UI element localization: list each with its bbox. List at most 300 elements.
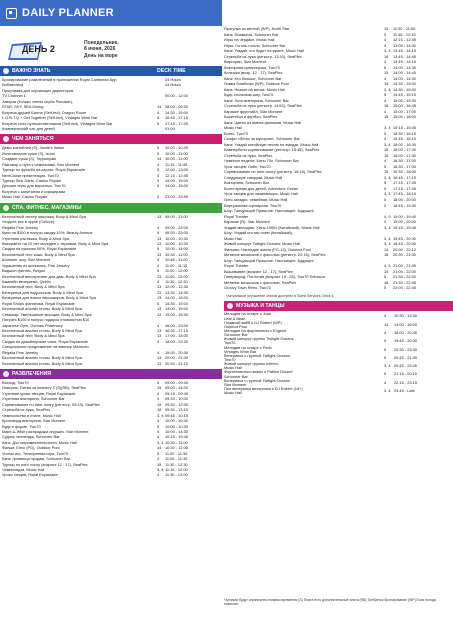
activity-time: 14:00 - 15:00 [165,183,188,189]
activity-list-continued [224,26,453,291]
activity-deck: 16 [157,407,162,413]
activity-name: Канк: Низкое на мечах, Music Hall [224,86,285,92]
music-deck: 4 [384,329,387,335]
activity-deck: 5 [157,120,160,126]
deck-time-header: DECK TIME [157,68,186,74]
music-time: 20:45 - 21:30 [394,354,417,360]
music-event-name: Плавный вайб с DJ Robert (WP) [224,319,282,325]
activity-name: Колешки (возр. 12 - 17), SeaPlex [224,70,283,76]
activity-time: 20:30 - 21:15 [165,360,188,366]
activity-deck: 13 [157,360,162,366]
music-event-venue: Two70 [224,357,236,363]
music-deck: 4 [384,379,387,385]
activity-name: Бесплатный тест, Body & Mind Spa [2,333,65,339]
activity-time: 20:00 - 22:12 [393,246,416,252]
activity-deck: 3, 4 [384,125,391,131]
section-spa-icon [3,205,9,211]
activity-name: Стрельба из лука, SeaPlex [2,407,51,413]
activity-time: 16:00 - 17:30 [393,152,416,158]
activity-time: 19:00 - 20:00 [393,219,416,225]
activity-time: 22:00 - 22:45 [393,285,416,291]
activity-time: 14:00 - 14:30 [393,75,416,81]
activity-name: Судоку челлендж, Schooner Bar [2,434,60,440]
activity-time: 14:45 - 15:15 [393,92,416,98]
music-time: 20:45 - 23:45 [394,363,417,369]
activity-deck: 5 [384,31,387,37]
activity-deck: 15 [384,114,389,120]
activity-deck: 4, 5 [384,263,391,269]
activity-deck: 3 [157,194,160,200]
activity-time: 09:00 - 11:00 [165,213,188,219]
activity-deck: 3, 4 [384,224,391,230]
activity-deck: 4, 5 [384,213,391,219]
activity-name: Канк: Угадай китайскую песню по эмодзи, Music Hall [224,141,319,147]
music-event-name: Живой концерт группы Twilight Oceans [224,336,294,342]
section-spa-title: СПА, ФИТНЕС, МАГАЗИНЫ [12,204,82,211]
activity-time: 14:00 - 14:30 [393,64,416,70]
activity-time: 11:15 - 12:00 [165,467,188,472]
activity-time: 11:00 - 11:30 [165,456,188,462]
activity-name: Бесплатный анализ стопы, Body & Mind Spa [2,306,82,312]
music-event-name: Вечеринка с группой Twilight Oceans [224,377,290,383]
activity-time: 10:00 - 10:30 [165,423,188,429]
activity-deck: 5 [157,246,160,252]
activity-name: Вечеринка для подростков, Body & Mind Spa [2,289,83,295]
activity-deck: 14 [384,81,389,87]
activity-name: Music Hall [224,235,242,241]
day-name: ДЕНЬ 2 [22,44,55,54]
music-time: 10:30 - 13:30 [394,313,417,319]
activity-time: 10:30 - 11:00 [165,439,188,445]
activity-name: Канк: Достопримечательности, Music Hall [2,439,77,445]
activity-deck: 5 [384,92,387,98]
activity-name: Лазертаг: Битва за планету Z (S)(RB), SeaPlex [2,385,86,391]
activity-name: Стрельба из лука (регистр. 14:50), SeaPlex [224,103,302,109]
activity-name: Селфи «Легко за мусором», Schooner Bar [224,136,300,142]
activity-name: Канк: Кто больше, Schooner Bar [224,75,282,81]
activity-name: TV Channel 1 [2,93,26,99]
activity-name: Следующие самураи, Music Hall [224,174,283,180]
activity-deck: 4 [157,456,160,462]
activity-time: 15:00 - 15:30 [393,97,416,103]
activity-name: Метание мешочков с фасолью, SeaPlex [224,279,297,285]
activity-deck: 4 [384,59,387,65]
activity-time: 20:30 - 21:30 [393,252,416,258]
activity-name: Демо коктейлей (S), Jamie's Italian [2,145,65,151]
activity-name: Чемпиондзи, Music Hall [2,467,45,472]
activity-name: Фильмы: Наследие жизни (PG-13), Outdoor Pool [224,246,311,252]
activity-name: Утренние уроки танцев, Royal Esplanade [2,390,76,396]
section-spa-header [0,203,222,213]
activity-deck: 3, 4 [384,141,391,147]
music-event-name: Мелодии на фортепиано с Eugene [224,327,287,333]
activity-name: Викторина суперигроки, Two70 [224,64,280,70]
activity-time: 10:00 - 11:00 [165,156,188,162]
activity-deck: 16 [384,279,389,285]
activity-name: Украшения из шоппинга, Fine Jewelry [2,262,70,268]
activity-deck: 5 [384,163,387,169]
activity-time: 14:30 - 15:00 [393,81,416,87]
section-todo-header [0,134,222,144]
activity-time: 10:15 - 10:45 [165,434,188,440]
activity-deck: 5 [157,183,160,189]
activity-deck: 4 [384,219,387,225]
activity-name: Потрать $100 и получи подарок стоимостью $10 [2,317,90,323]
activity-deck: 15 [384,26,389,31]
activity-time: 15:45 - 16:15 [393,136,416,142]
activity-time: 14:30 - 15:00 [165,109,188,115]
activity-name: Бинго время для детей, Adventure Ocean [224,185,299,191]
music-event-venue: Outdoor Pool [224,323,247,329]
activity-deck: 4 [157,257,160,263]
activity-row [0,361,222,366]
activity-time: 10:00 - 14:30 [165,428,188,434]
activity-name: Встреча соло путешественников (Self-fed), Vintages Wine Bar [2,120,113,126]
activity-row [0,194,222,199]
activity-time: 10:00 - 10:45 [165,145,188,151]
activity-time: 13:45 - 14:15 [393,59,416,65]
activity-name: Royal Theater [224,263,249,269]
activity-name: Вечеринка для новых пассажиров, Body & Mind Spa [2,295,96,301]
day-info [84,40,119,59]
activity-deck: 5 [157,115,160,121]
activity-deck: 4 [384,37,387,43]
activity-name: Regalia Fine Jewelry [2,224,39,230]
activity-name: Угадай мелодию: Хиты 1990х (Китайский), Music Hall [224,224,320,230]
activity-name: Вирсорин, Star Moment [224,59,267,65]
activity-deck: 3 [157,178,160,183]
activity-name: Купи на $300 и получи скидку 10%, Beauty Avenue [2,230,93,236]
activity-deck: 5 [157,145,160,151]
activity-deck: 3, 4 [157,439,164,445]
activity-deck: 3, 4 [157,467,164,472]
activity-name: Утренняя викторина, Schooner Bar [2,396,65,402]
activity-name: Библиотека [2,82,24,88]
activity-time: 13:00 - 14:00 [393,42,416,48]
activity-time: 15:00 - 15:30 [165,311,188,317]
activity-time: 09:30 - 13:15 [165,407,188,413]
activity-deck: 4 [157,338,160,344]
activity-time: 09:30 - 23:00 [165,230,188,236]
activity-row [0,126,222,131]
activity-name: Турнир по пинг-понгу (возраст 12 - 17), SeaPlex [2,461,88,467]
activity-name: Программа для скучающих директоров, [2,87,75,93]
calendar-icon [6,8,17,19]
activity-name: Чемпионство в стиле, Music Hall [2,412,61,418]
activity-time: 11:00 - 11:15 [165,262,188,268]
activity-name: Семинар: Уменьшение морщин, Body & Mind Spa [2,311,92,317]
activity-name: Урок танцев для начинающих, Music Hall [224,191,298,197]
section-entertainment-icon [3,371,9,377]
activity-name: Встреча друзей Билла (Self-fed), Dragon Room [2,109,87,115]
activity-name: Коммерческий час для детей [2,125,55,131]
activity-time: 10:30 - 12:08 [165,445,188,451]
music-event-name: Вечеринка с группой Twilight Oceans [224,352,290,358]
activity-name: Бронирование развлечений в приложении Royal Caribbean App [2,77,117,82]
activity-time: 09:30 - 10:00 [165,396,188,402]
activity-deck: 14 [157,445,162,451]
activity-time: 11:30 - 11:50 [393,26,416,31]
activity-name: Бесплатный анализ стопы, Body & Mind Spa [2,360,82,366]
activity-deck: 5 [384,64,387,70]
music-event-name: Мелодии на гитаре с Juan [224,311,272,317]
activity-time: 09:45 - 10:15 [165,412,188,418]
activity-deck: 15 [157,385,162,391]
music-deck: 5 [384,371,387,377]
activity-name: Шоу: Угадай кто мы поем (Китайский), [224,230,293,236]
activity-deck: 5 [157,450,160,456]
activity-time: 10:00 - 11:00 [165,150,188,156]
activity-time: 24 Hours [165,82,181,88]
activity-deck: 4 [384,158,387,164]
activity-time: 11:30 - 12:00 [165,472,188,478]
activity-name: Будь стильным-шоу, Two70 [224,92,274,98]
activity-deck: 13 [157,213,162,219]
activity-deck: 5 [384,130,387,136]
right-note: *Актуальное улучшение столов доступно в Guest Services, Deck 4. [226,293,335,298]
activity-time: 11:45 - 12:15 [393,31,416,37]
activity-time: 21:00 - 21:45 [393,263,416,269]
activity-deck: 4 [157,396,160,402]
activity-name: STAR, SKY, SEA Dining [2,104,44,110]
activity-name: Будь в форме, Two70 [2,423,41,429]
activity-deck: 4 [384,136,387,142]
activity-time: 17:45 - 18:15 [393,191,416,197]
music-time: 21:15 - 00:15 [394,371,417,377]
activity-time: 16:45 - 17:15 [393,174,416,180]
activity-time: 17:15 - 17:45 [165,120,188,126]
activity-name: Royal Theater [224,213,249,219]
activity-deck: 16 [384,152,389,158]
activity-name: Турнир по фрисби на картах, Royal Esplanade [2,167,85,173]
activity-time: 09:00 - 09:45 [165,380,188,385]
left-column [0,26,222,481]
activity-deck: 3, 4 [384,86,391,92]
music-event-venue: Schooner Bar [224,373,248,379]
activity-name: Утренняя растяжка, Body & Mind Spa [2,235,70,241]
activity-deck: 4 [157,322,160,328]
activity-deck: 14 [384,246,389,252]
activity-time: 16:00 - 16:30 [393,141,416,147]
activity-deck: 13 [157,289,162,295]
activity-name: Бинго, Two70 [224,130,248,136]
activity-deck: 5 [157,150,160,156]
day-date: 8 июня, 2026 [84,46,116,53]
activity-name: Шоппинг шоу, Star Moment [2,257,50,263]
activity-time: 16:30 - 17:00 [393,163,416,169]
activity-deck: 4 [157,161,160,167]
activity-name: Скидки на сумочки 50%, Royal Esplanade [2,246,77,252]
activity-deck: 16 [384,53,389,59]
activity-name: Караоке (R), Star Moment [224,219,270,225]
activity-deck: 16 [384,252,389,258]
activity-name: Канк: Угадай, что будет на ужине, Music Hall [224,48,304,54]
activity-name: Groovy Town Retro, Two70 [224,285,271,291]
activity-deck: 4 [157,349,160,355]
section-todo-list [0,144,222,202]
activity-name: Специальное предложение на ювелир Mikimoto, [2,344,90,350]
activity-name: Прогулка за мечтой (WP), North Star [224,26,290,31]
activity-deck: 3, 4 [384,174,391,180]
activity-time: 11:15 - 11:45 [165,161,188,167]
section-todo-title: ЧЕМ ЗАНЯТЬСЯ [12,136,54,143]
music-time: 14:00 - 16:00 [394,321,417,327]
activity-deck: 3, 4 [384,235,391,241]
activity-deck: 4 [384,42,387,48]
section-entertainment-list [0,379,222,481]
activity-time: 11:30 - 12:30 [165,461,188,467]
activity-name: Make-A-Wish распродажа игрушек, Star Moment [2,428,89,434]
music-time: 18:00 - 20:45 [394,329,417,335]
activity-deck: 16 [384,103,389,109]
activity-name: Кампейн вечеринка, Qeelin [2,279,51,284]
activity-name: Встреча с капитаном и офицерами [2,188,66,194]
activity-time: 19:00 - 19:45 [393,213,416,219]
activity-deck: 4 [157,279,160,284]
activity-deck: 4 [157,390,160,396]
activity-deck: 13 [157,284,162,290]
activity-time: 16:45 - 17:15 [165,115,188,121]
activity-deck: 5 [384,196,387,202]
activity-name: Живой концерт Twilight Oceans, Music Hall [224,241,301,247]
activity-time: 09:00 - 22:00 [165,224,188,230]
activity-time: 24 Hours [165,77,181,82]
activity-name: Виртуальная сценарная, Two70 [224,202,282,208]
activity-deck: 5 [384,202,387,208]
activity-deck: 14 [157,104,162,110]
activity-deck: 4 [157,434,160,440]
activity-deck: 5 [384,180,387,186]
activity-name: Лото-загадки, семейная, Music Hall [224,196,288,202]
activity-deck: 5 [157,268,160,274]
music-event-venue: Star Moment [224,381,247,387]
activity-deck: 4 [384,75,387,81]
activity-name: Канк: прованца продаж, Schooner Bar [2,456,71,462]
activity-name: Бесплатный тест, Body & Mind Spa [2,284,65,290]
activity-name: Канк: Цветы из имена фильмов, Music Hall [224,119,302,125]
music-deck: 4 [384,313,387,319]
activity-time: 12:00 - 12:30 [165,284,188,290]
activity-time: 19:45 - 20:30 [393,241,416,247]
section-entertainment-header [0,369,222,379]
activity-time: 12:15 - 12:45 [165,172,188,178]
activity-name: Детские игры для взрослых, Two70 [2,183,66,189]
activity-deck: 15 [157,401,162,407]
activity-time: 15:00 - 18:00 [393,114,416,120]
activity-name: Караоке фристайл, Star Moment [224,108,283,114]
activity-name: Бесплатный анализ стопы, Body & Mind Spa [2,327,82,333]
activity-deck: 13 [157,251,162,257]
activity-time: 18:00 - 20:00 [393,196,416,202]
activity-time: 15:15 - 15:45 [393,125,416,131]
activity-name: Music Hall, Casino Royale [2,194,48,200]
music-event-venue: Schooner Bar [224,332,248,338]
activity-deck: 15 [384,147,389,153]
section-music-header [224,301,453,311]
music-event-name: Мелодии на гитаре с Pedo [224,344,272,350]
activity-time: 13:45 - 14:15 [393,48,416,54]
music-time: 20:30 - 23:30 [394,346,417,352]
music-event-name: Поп-вечеринка вечеринка с DJ Robert (18+) [224,386,303,392]
activity-time: 16:30 - 18:00 [393,169,416,175]
section-entertainment-title: РАЗВЛЕЧЕНИЯ [12,371,52,377]
activity-deck: 4 [157,230,160,236]
music-event-venue: Vintages Wine Bar [224,348,257,354]
activity-name: Изготовление суши (S), Izumi [2,150,55,156]
section-important-list [0,76,222,134]
activity-name: Турнир Sink Darts, Casino Royale [2,178,62,183]
activity-deck: 5 [157,423,160,429]
activity-deck: 5 [384,274,387,280]
activity-name: NextCruise презентация, Two70 [2,172,59,178]
activity-time: 18:00 - 22:30 [165,338,188,344]
activity-name: Игры на чердаке, Music Hall [224,37,275,43]
activity-time: 15:00 - 17:00 [393,108,416,114]
activity-name: Гиперворлд: Поглотив (возраст 18 - 25), Two70 Entrance [224,274,326,280]
activity-name: Канк: Фламинго, Schooner Bar [224,31,279,37]
activity-time: 00:00 - 12:00 [165,93,188,99]
activity-time: 12:00 - 13:00 [165,167,188,173]
activity-deck: 5 [157,172,160,178]
activity-name: Уходите все в курсе (Culture), [2,219,56,225]
music-deck: 5 [384,338,387,344]
activity-time: 14:30 - 15:00 [165,300,188,306]
section-important-icon [3,68,9,74]
activity-time: 10:00 - 14:00 [165,246,188,252]
activity-deck: 4 [384,108,387,114]
activity-time: 10:00 - 10:30 [165,418,188,424]
right-column [224,26,453,395]
music-deck: 5 [384,346,387,352]
activity-deck: 5 [157,167,160,173]
activity-deck: 13 [157,306,162,312]
activity-name: Разговор о пути к чемпионам, Star Moment [2,161,80,167]
activity-time: 09:00 - 14:00 [165,385,188,391]
activity-deck: 4 [384,97,387,103]
music-time: 23:45 - Late [394,388,415,394]
activity-name: Regalia Fine Jewelry [2,349,39,355]
header-bar [0,0,222,26]
activity-name: Уроки танцев, Royal Esplanade [2,472,58,478]
activity-name: Бамперботы соревнование (регистр. 15:45), SeaPlex [224,147,320,153]
footnote: *Артикли будут ограничены помимо временем (S) Плата есть дополнительные плата (RB) Требуется бронирование (WP) Если погода позволит [224,598,436,607]
activity-deck: 4 [157,418,160,424]
music-time: 19:45 - 20:30 [394,338,417,344]
activity-name: L.G.B.T.Q.+ Get Together (Self-fed), Vintages Wine Bar [2,115,98,121]
activity-deck: 13 [157,355,162,361]
activity-deck: 4 [157,224,160,230]
music-icon [227,303,233,309]
activity-deck: 4 [157,109,160,115]
activity-time: 12:15 - 12:45 [393,37,416,43]
activity-deck: 13 [157,327,162,333]
activity-time: 10:45 - 11:00 [165,257,188,263]
planner-header [0,0,453,26]
music-event-name: Фортепианного вокал с Patrice Doucet [224,369,293,375]
activity-deck: 3, 4 [384,241,391,247]
activity-name: Уголок игр, Телефонная игра, Two70 [2,450,69,456]
day-block [2,26,222,66]
music-event-venue: Music Hall [224,365,242,371]
activity-deck: 4 [157,262,160,268]
activity-time: 21:00 - 22:00 [393,268,416,274]
activity-deck: 3, 4 [157,412,164,418]
activity-name: Бесплатный тест кожи, Body & Mind Spa [2,251,75,257]
activity-deck: 3, 4 [384,48,391,54]
activity-time: 20:00 - 21:00 [165,355,188,361]
music-deck: 5 [384,354,387,360]
activity-name: Урок танцев: Лайн, Two70 [224,163,271,169]
